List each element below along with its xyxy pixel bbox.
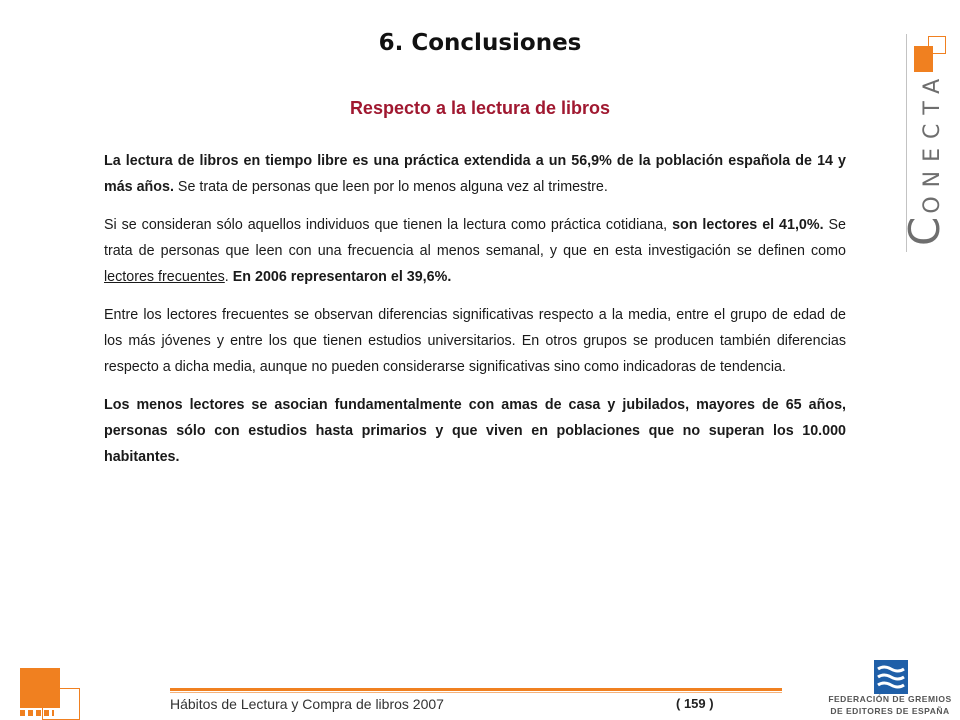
federation-name-line1: FEDERACIÓN DE GREMIOS <box>828 694 952 704</box>
federation-logo-icon <box>874 660 908 694</box>
p2-text-a: Si se consideran sólo aquellos individuos que tienen la lectura como práctica cotidiana, <box>104 217 673 233</box>
p2-text-c: . <box>224 269 233 285</box>
conclusions-body <box>104 148 846 482</box>
p4-bold-text: Los menos lectores se asocian fundamentalmente con amas de casa y jubilados, mayores de 65 años, personas sólo con estudios hasta primarios y que viven en poblaciones que no superan los 10.000 habitantes. <box>104 397 846 465</box>
conecta-logo <box>900 36 950 246</box>
paragraph-4 <box>104 392 846 470</box>
p1-text: Se trata de personas que leen por lo menos alguna vez al trimestre. <box>173 179 608 195</box>
footer-dots-icon <box>20 710 54 716</box>
federation-name-line2: DE EDITORES DE ESPAÑA <box>830 706 950 716</box>
footer-report-title: Hábitos de Lectura y Compra de libros 2007 <box>170 696 444 712</box>
p2-text-b: Se trata de personas que leen con una frecuencia al menos semanal, y que en esta investigación se definen como <box>104 217 846 259</box>
page-number: ( 159 ) <box>676 696 714 711</box>
p3-text: Entre los lectores frecuentes se observan diferencias significativas respecto a la media, entre el grupo de edad de los más jóvenes y entre los que tienen estudios universitarios. En otros grupos se producen también diferencias respecto a dicha media, aunque no pueden considerarse significativas sino como indicadoras de tendencia. <box>104 307 846 375</box>
federation-name <box>822 693 958 717</box>
section-subtitle: Respecto a la lectura de libros <box>349 98 611 118</box>
footer-rule <box>170 688 782 691</box>
p2-bold-b: En 2006 representaron el 39,6%. <box>232 269 452 285</box>
paragraph-1 <box>104 148 846 200</box>
p2-underline-term: lectores frecuentes <box>104 269 225 285</box>
paragraph-2 <box>104 212 846 290</box>
footer-rule-shadow <box>170 692 782 693</box>
page-title: 6. Conclusiones <box>378 30 582 56</box>
paragraph-3 <box>104 302 846 380</box>
p1-bold-text: La lectura de libros en tiempo libre es una práctica extendida a un 56,9% de la población española de 14 y más años. <box>104 153 846 195</box>
conecta-logo-initial: C <box>900 213 949 246</box>
p2-bold-a: son lectores el 41,0%. <box>672 217 824 233</box>
conecta-logo-rest: ONECTA <box>920 69 945 214</box>
